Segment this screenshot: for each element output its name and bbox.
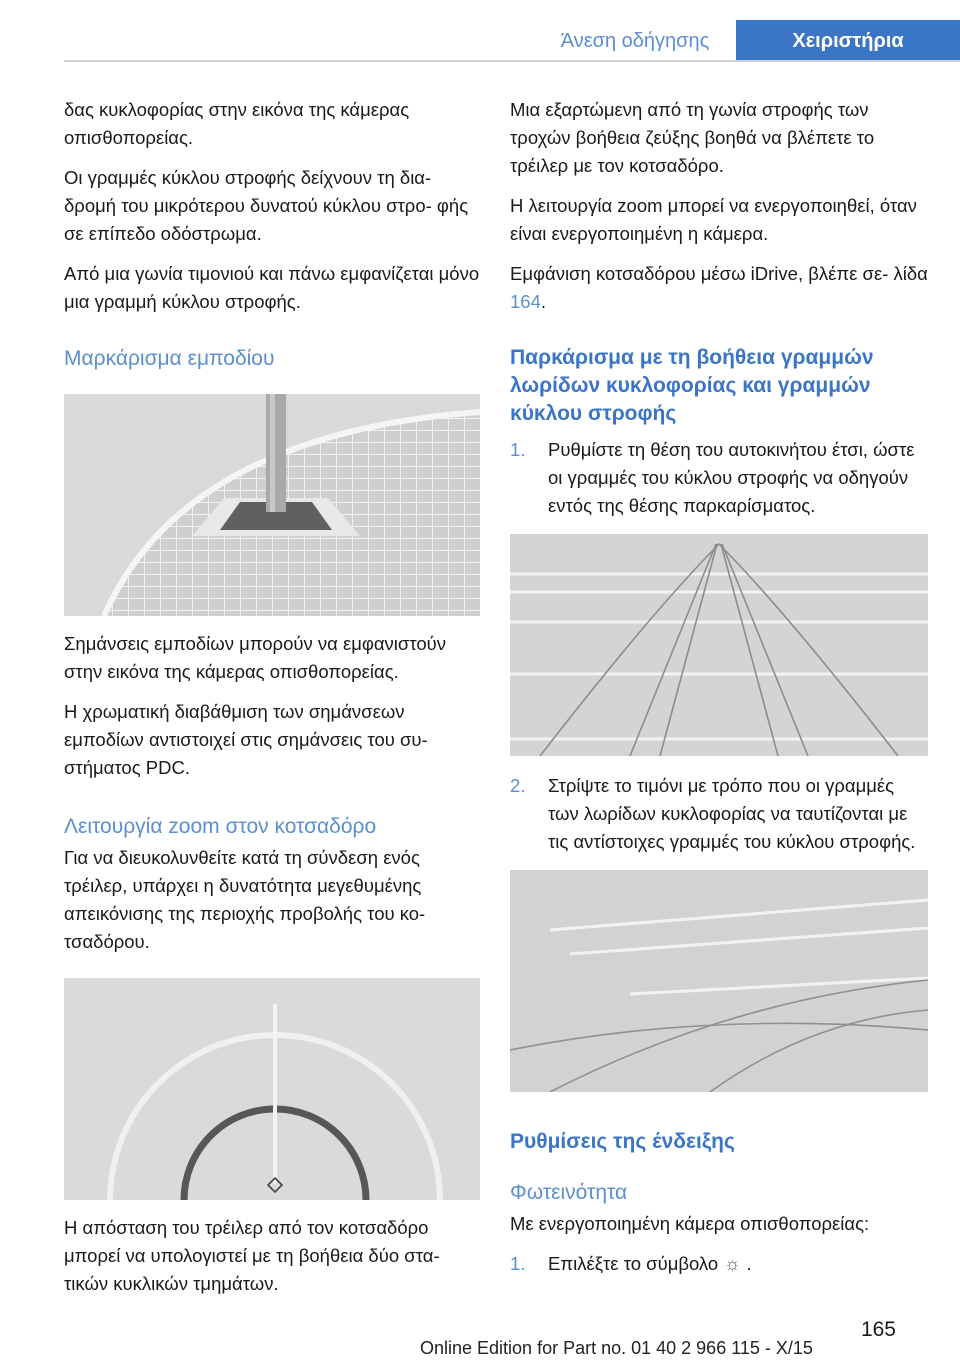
online-edition-note: Online Edition for Part no. 01 40 2 966 115 - X/15 (420, 1338, 813, 1358)
heading-parking: Παρκάρισμα με τη βοήθεια γραμμών λωρίδων κυκλοφορίας και γραμμών κύκλου στροφής (510, 346, 874, 425)
paragraph: Με ενεργοποιημένη κάμερα οπισθοπορείας: (510, 1213, 870, 1234)
step-text: Στρίψτε το τιμόνι με τρόπο που οι γραμμές των λωρίδων κυκλοφορίας να ταυτίζονται με τις αντίστοιχες γραμμές του κύκλου στροφής. (548, 775, 916, 852)
left-column (64, 96, 482, 1310)
turning-circle-image (510, 870, 928, 1092)
right-column (510, 96, 928, 1292)
step-item (510, 772, 928, 856)
step-number: 2. (510, 775, 526, 796)
paragraph: δας κυκλοφορίας στην εικόνα της κάμερας οπισθοπορείας. (64, 99, 410, 148)
obstacle-marking-image (64, 394, 480, 616)
page-header (0, 0, 960, 62)
step-text: Ρυθμίστε τη θέση του αυτοκινήτου έτσι, ώστε οι γραμμές του κύκλου στροφής να οδηγούν εντός της θέσης παρκαρίσματος. (548, 439, 915, 516)
chapter-tab: Χειριστήρια (736, 20, 960, 62)
paragraph: Η χρωματική διαβάθμιση των σημάνσεων εμποδίων αντιστοιχεί στις σημάνσεις του συ‐ στήματος PDC. (64, 701, 428, 778)
step-text: Επιλέξτε το σύμβολο (548, 1253, 719, 1274)
step-number: 1. (510, 1253, 526, 1274)
paragraph: Οι γραμμές κύκλου στροφής δείχνουν τη δια‐ δρομή του μικρότερου δυνατού κύκλου στρο‐ φής σε επίπεδο οδόστρωμα. (64, 167, 469, 244)
text: . (540, 291, 547, 312)
heading-zoom: Λειτουργία zoom στον κοτσαδόρο (64, 815, 377, 838)
page-footer (0, 1318, 960, 1362)
section-title: Άνεση οδήγησης (560, 30, 710, 52)
page-reference-link[interactable]: 164 (510, 291, 541, 312)
paragraph: Η απόσταση του τρέιλερ από τον κοτσαδόρο μπορεί να υπολογιστεί με τη βοήθεια δύο στα‐ τικών κυκλικών τμημάτων. (64, 1217, 440, 1294)
step-number: 1. (510, 439, 526, 460)
step-item (510, 436, 928, 520)
paragraph: Σημάνσεις εμποδίων μπορούν να εμφανιστούν στην εικόνα της κάμερας οπισθοπορείας. (64, 633, 447, 682)
paragraph: Από μια γωνία τιμονιού και πάνω εμφανίζεται μόνο μια γραμμή κύκλου στροφής. (64, 263, 480, 312)
paragraph: Μια εξαρτώμενη από τη γωνία στροφής των τροχών βοήθεια ζεύξης βοηθά να βλέπετε το τρέιλερ με τον κοτσαδόρο. (510, 99, 875, 176)
text: Εμφάνιση κοτσαδόρου μέσω iDrive, βλέπε σε‐ λίδα (510, 263, 928, 284)
page-number: 165 (860, 1318, 896, 1341)
heading-obstacle-marking: Μαρκάρισμα εμποδίου (64, 347, 275, 370)
step-item (510, 1250, 928, 1278)
brightness-icon: ☼ (723, 1253, 741, 1274)
heading-display-settings: Ρυθμίσεις της ένδειξης (510, 1130, 735, 1153)
header-rule (64, 60, 960, 62)
heading-brightness: Φωτεινότητα (510, 1181, 628, 1204)
lane-lines-image (510, 534, 928, 756)
hitch-zoom-image (64, 978, 480, 1200)
paragraph: Η λειτουργία zoom μπορεί να ενεργοποιηθεί, όταν είναι ενεργοποιημένη η κάμερα. (510, 195, 917, 244)
paragraph (510, 260, 928, 316)
paragraph: Για να διευκολυνθείτε κατά τη σύνδεση ενός τρέιλερ, υπάρχει η δυνατότητα μεγεθυμένης απεικόνισης της περιοχής προβολής του κο‐ τσαδόρου. (64, 847, 426, 952)
step-text: . (746, 1253, 752, 1274)
